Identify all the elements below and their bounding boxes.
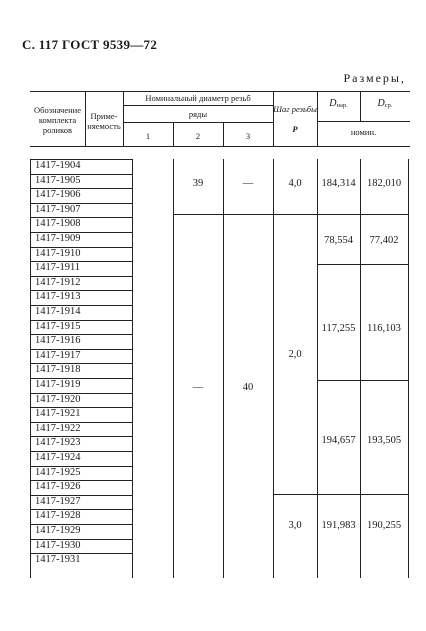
designation-code: 1417-1914 — [35, 306, 81, 317]
designation-code: 1417-1925 — [35, 466, 81, 478]
designation-code: 1417-1912 — [35, 276, 81, 288]
group-separator — [173, 214, 317, 215]
designation-code: 1417-1924 — [35, 452, 81, 463]
header-rule-rows — [123, 105, 273, 106]
designation-code: 1417-1916 — [35, 335, 81, 347]
header-d-nar-sub: нар. — [336, 102, 348, 109]
header-rows-label: ряды — [188, 109, 208, 119]
header-rule-rownums — [123, 122, 273, 123]
header-bottom-border — [30, 146, 410, 147]
designation-code: 1417-1904 — [35, 160, 81, 171]
designation-code: 1417-1909 — [35, 233, 81, 244]
header-designation: Обозначение комплекта роликов — [34, 105, 81, 135]
d-sr-value: 190,255 — [366, 520, 402, 531]
header-pitch-symbol: P — [292, 124, 298, 134]
designation-code: 1417-1927 — [35, 495, 81, 507]
designation-code: 1417-1915 — [35, 320, 81, 332]
designation-code: 1417-1917 — [35, 349, 81, 361]
header-d-sr-main: D — [377, 98, 385, 109]
group-separator — [317, 264, 408, 265]
pitch-value-3: 3,0 — [288, 520, 302, 531]
designation-code: 1417-1905 — [35, 174, 81, 186]
body-col-line — [273, 159, 274, 578]
d-nar-value: 191,983 — [321, 520, 356, 531]
body-col-line — [408, 159, 409, 578]
d-nar-value: 194,657 — [321, 435, 356, 446]
designation-code: 1417-1928 — [35, 510, 81, 522]
header-rule-dims — [317, 121, 410, 122]
designation-code: 1417-1918 — [35, 364, 81, 376]
designation-code: 1417-1911 — [35, 262, 81, 274]
pitch-value-4: 4,0 — [288, 178, 302, 189]
designation-code: 1417-1907 — [35, 203, 81, 215]
d-sr-value: 193,505 — [366, 435, 402, 446]
row3-value-40: 40 — [242, 382, 254, 393]
body-col-line — [132, 159, 133, 578]
d-nar-value: 117,255 — [321, 323, 356, 334]
header-pitch: Шаг резьбы — [273, 104, 317, 114]
body-col-line — [317, 159, 318, 578]
designation-code: 1417-1920 — [35, 393, 81, 405]
page-header: С. 117 ГОСТ 9539—72 — [22, 37, 158, 52]
body-col-line — [223, 159, 224, 578]
designation-code: 1417-1926 — [35, 481, 81, 493]
row2-value-39: 39 — [192, 178, 204, 189]
body-col-line — [173, 159, 174, 578]
header-application: Приме-няемость — [87, 111, 121, 131]
d-sr-value: 116,103 — [367, 323, 401, 334]
header-row-3: 3 — [245, 131, 251, 141]
header-col-divider — [273, 91, 274, 146]
row3-value-dash: — — [242, 178, 254, 189]
body-col-line — [360, 159, 361, 578]
d-sr-value: 182,010 — [366, 178, 402, 189]
designation-code: 1417-1921 — [35, 408, 81, 420]
designation-code: 1417-1931 — [35, 554, 81, 566]
row2-value-dash: — — [192, 382, 204, 393]
header-row-1: 1 — [145, 131, 151, 141]
header-d-nar — [317, 99, 360, 111]
header-nomin: номин. — [350, 127, 377, 137]
header-d-nar-main: D — [329, 98, 337, 109]
group-separator — [317, 214, 408, 215]
designation-code: 1417-1930 — [35, 539, 81, 551]
d-sr-value: 77,402 — [369, 235, 399, 246]
designation-code: 1417-1908 — [35, 218, 81, 230]
header-d-sr — [360, 99, 410, 111]
units-label: Размеры, — [343, 71, 406, 85]
designation-code: 1417-1922 — [35, 422, 81, 434]
designation-code: 1417-1910 — [35, 247, 81, 259]
body-col-line — [30, 159, 31, 578]
designation-code: 1417-1913 — [35, 291, 81, 303]
designation-code: 1417-1923 — [35, 437, 81, 449]
group-separator — [317, 380, 408, 381]
group-separator — [273, 494, 408, 495]
table-top-border — [30, 91, 410, 92]
designation-code: 1417-1906 — [35, 189, 81, 201]
header-nominal-diameter: Номинальный диаметр резьб — [145, 93, 251, 103]
designation-code: 1417-1929 — [35, 525, 81, 536]
designation-code: 1417-1919 — [35, 379, 81, 390]
header-row-2: 2 — [195, 131, 201, 141]
d-nar-value: 184,314 — [321, 178, 356, 189]
pitch-value-2: 2,0 — [288, 349, 302, 360]
d-nar-value: 78,554 — [324, 235, 353, 246]
header-d-sr-sub: ср. — [384, 102, 393, 109]
